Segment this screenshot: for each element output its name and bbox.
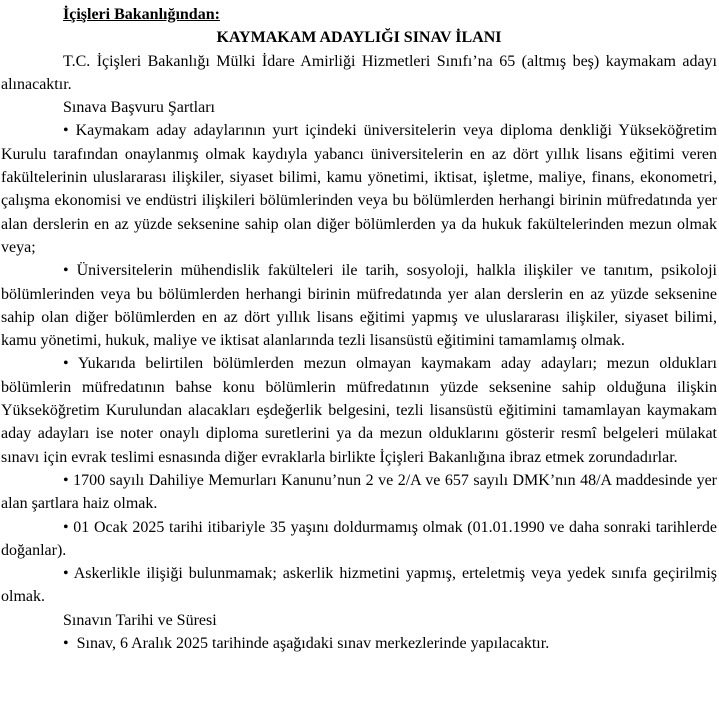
- ministry-source-heading: [1, 3, 717, 26]
- requirement-item-age-limit: • 01 Ocak 2025 tarihi itibariyle 35 yaşını doldurmamış olmak (01.01.1990 ve daha sonraki tarihlerde doğanlar).: [1, 518, 717, 559]
- requirement-item-military-service: • Askerlikle ilişiği bulunmamak; askerlik hizmetini yapmış, erteletmiş veya yedek sınıfa geçirilmiş olmak.: [1, 565, 717, 606]
- intro-paragraph: T.C. İçişleri Bakanlığı Mülki İdare Amirliği Hizmetleri Sınıfı’na 65 (altmış beş) kaymakam adayı alınacaktır.: [1, 52, 717, 93]
- exam-date-item: • Sınav, 6 Aralık 2025 tarihinde aşağıdaki sınav merkezlerinde yapılacaktır.: [63, 635, 550, 653]
- requirement-item-postgraduate: • Üniversitelerin mühendislik fakülteleri ile tarih, sosyoloji, halkla ilişkiler ve tanıtım, psikoloji bölümlerinden veya bu bölümlerden herhangi birinin müfredatında yer alan derslerin en az yüzde seksenine sahip olan diğer bölümlerden en az dört yıllık lisans eğitimi yapmış ve uluslararası ilişkiler, siyaset bilimi, kamu yönetimi, hukuk, maliye ve iktisat alanlarında tezli lisansüstü eğitimini tamamlamış olmak.: [1, 262, 717, 350]
- requirement-item-equivalence-documents: • Yukarıda belirtilen bölümlerden mezun olmayan kaymakam aday adayları; mezun oldukları bölümlerin müfredatının bahse konu bölümlerin müfredatının yüzde seksenine sahip olduğuna ilişkin Yükseköğretim Kurulundan alacakları eşdeğerlik belgesini, tezli lisansüstü eğitimini tamamlayan kaymakam aday adayları ise noter onaylı diploma suretlerini ya da mezun olduklarını gösterir resmî belgeleri mülakat sınavı için evrak teslimi esnasında diğer evraklarla birlikte İçişleri Bakanlığına ibraz etmek zorundadırlar.: [1, 355, 717, 466]
- application-requirements-heading: Sınava Başvuru Şartları: [63, 99, 215, 117]
- exam-date-heading: Sınavın Tarihi ve Süresi: [63, 611, 217, 629]
- requirement-item-education: • Kaymakam aday adaylarının yurt içindeki üniversitelerin veya diploma denkliği Yükseköğretim Kurulu tarafından onaylanmış olmak kaydıyla yabancı üniversitelerin en az dört yıllık lisans eğitimi veren fakültelerinin uluslararası ilişkiler, siyaset bilimi, kamu yönetimi, iktisat, işletme, maliye, finans, ekonometri, çalışma ekonomisi ve endüstri ilişkileri bölümlerinden veya bu bölümlerden herhangi birinin müfredatında yer alan derslerin en az yüzde seksenine sahip olan diğer bölümlerden ya da hukuk fakültelerinden mezun olmak veya;: [1, 122, 717, 256]
- ministry-source-text: İçişleri Bakanlığından:: [63, 6, 220, 23]
- requirement-item-law-conditions: • 1700 sayılı Dahiliye Memurları Kanunu’nun 2 ve 2/A ve 657 sayılı DMK’nın 48/A maddesinde yer alan şartlara haiz olmak.: [1, 471, 717, 513]
- announcement-title: KAYMAKAM ADAYLIĞI SINAV İLANI: [216, 29, 502, 47]
